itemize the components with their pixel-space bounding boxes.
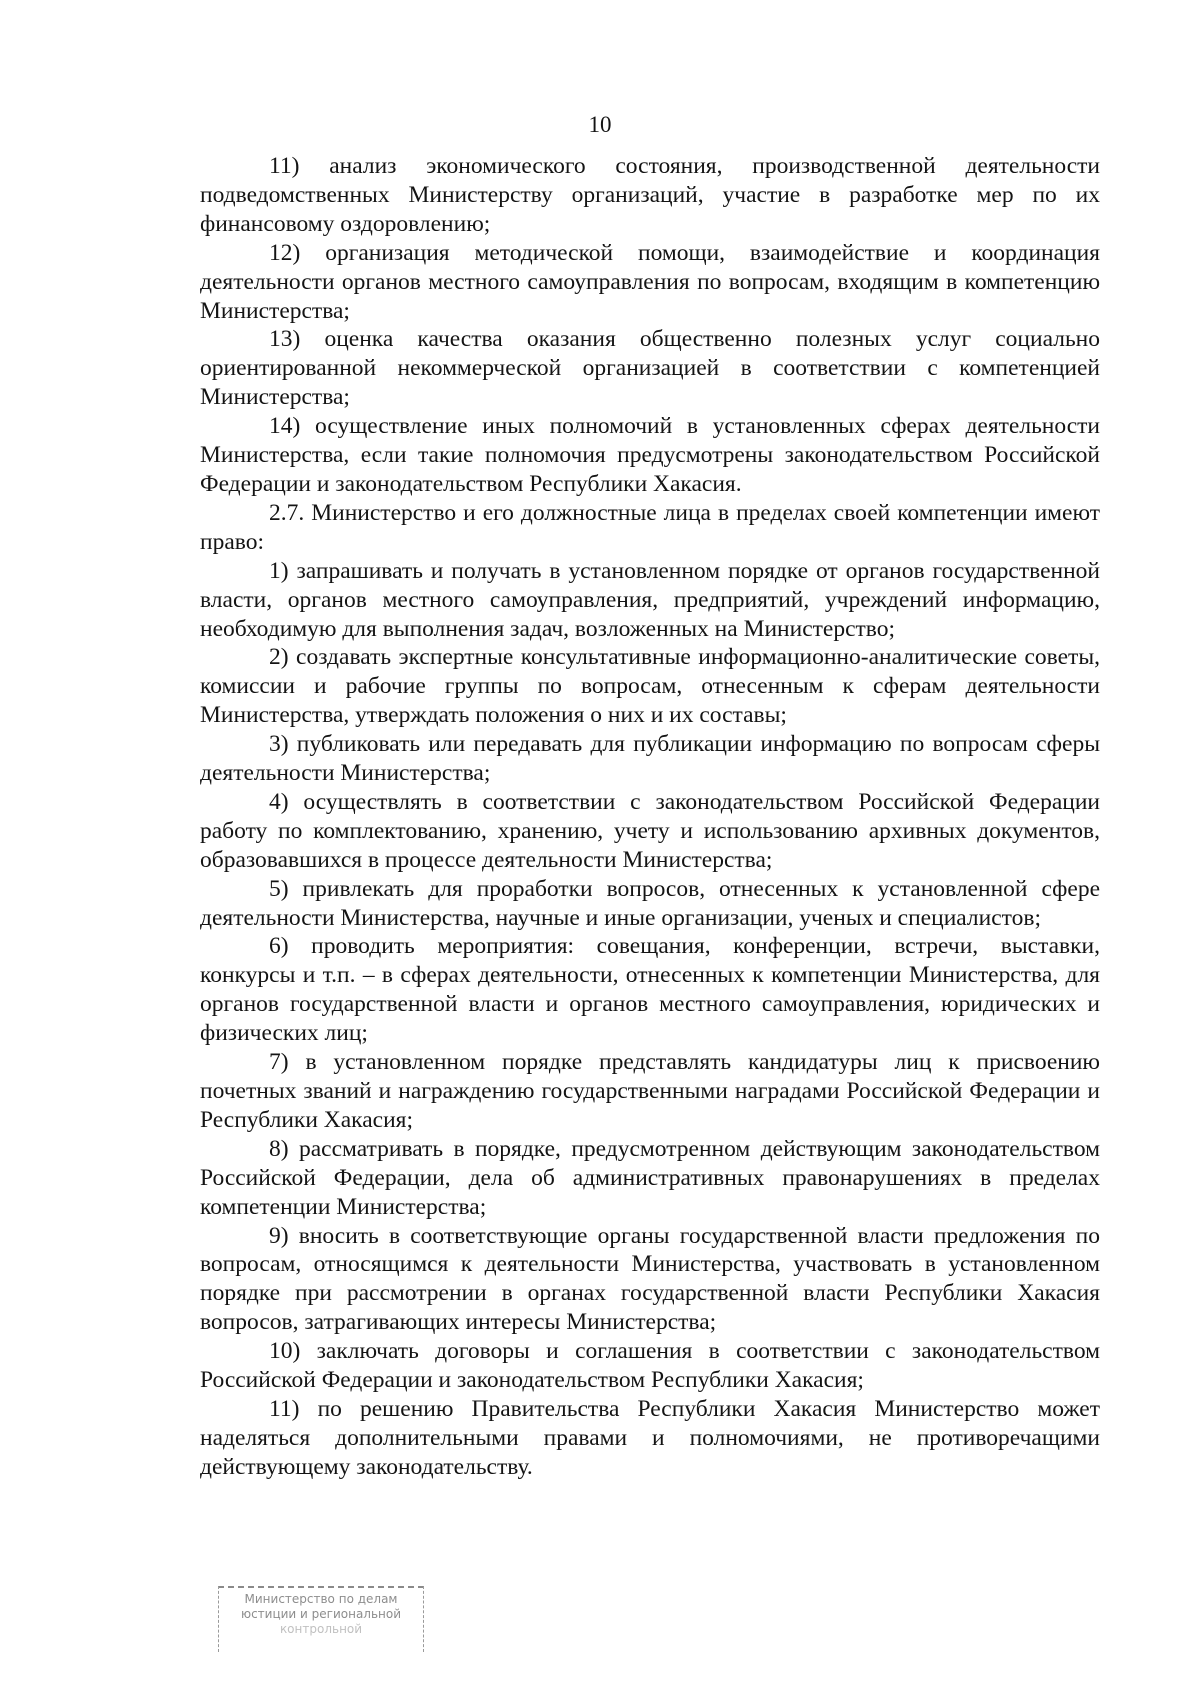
paragraph: 9) вносить в соответствующие органы государственной власти предложения по вопросам, относящимся к деятельности Министерства, участвовать в установленном порядке при рассмотрении в органах государственной власти Республики Хакасия вопросов, затрагивающих интересы Министерства; xyxy=(200,1222,1100,1336)
paragraph: 3) публиковать или передавать для публикации информацию по вопросам сферы деятельности Министерства; xyxy=(200,731,1100,787)
section-heading-paragraph: 2.7. Министерство и его должностные лица в пределах своей компетенции имеют право: xyxy=(200,499,1100,555)
paragraph: 12) организация методической помощи, взаимодействие и координация деятельности органов местного самоуправления по вопросам, входящим в компетенцию Министерства; xyxy=(200,239,1100,324)
paragraph: 13) оценка качества оказания общественно полезных услуг социально ориентированной некоммерческой организацией в соответствии с компетенцией Министерства; xyxy=(200,326,1100,411)
paragraph: 6) проводить мероприятия: совещания, конференции, встречи, выставки, конкурсы и т.п. – в сферах деятельности, отнесенных к компетенции Министерства, для органов государственной власти и органов местного самоуправления, юридических и физических лиц; xyxy=(200,933,1100,1047)
paragraph: 1) запрашивать и получать в установленном порядке от органов государственной власти, органов местного самоуправления, предприятий, учреждений информацию, необходимую для выполнения задач, возложенных на Министерство; xyxy=(200,557,1100,642)
paragraph: 2) создавать экспертные консультативные информационно-аналитические советы, комиссии и рабочие группы по вопросам, отнесенным к сферам деятельности Министерства, утверждать положения о них и их составы; xyxy=(200,644,1100,729)
stamp-line: юстиции и региональной xyxy=(240,1607,402,1621)
document-body xyxy=(200,152,1100,1482)
stamp-line: контрольной xyxy=(279,1622,363,1636)
paragraph: 11) по решению Правительства Республики Хакасия Министерство может наделяться дополнительными правами и полномочиями, не противоречащими действующему законодательству. xyxy=(200,1395,1100,1480)
paragraph: 5) привлекать для проработки вопросов, отнесенных к установленной сфере деятельности Министерства, научные и иные организации, ученых и специалистов; xyxy=(200,875,1100,931)
paragraph: 8) рассматривать в порядке, предусмотренном действующим законодательством Российской Федерации, дела об административных правонарушениях в пределах компетенции Министерства; xyxy=(200,1135,1100,1220)
paragraph: 14) осуществление иных полномочий в установленных сферах деятельности Министерства, если такие полномочия предусмотрены законодательством Российской Федерации и законодательством Республики Хакасия. xyxy=(200,413,1100,497)
page-number: 10 xyxy=(588,112,612,137)
registration-stamp xyxy=(218,1586,424,1652)
paragraph: 11) анализ экономического состояния, производственной деятельности подведомственных Министерству организаций, участие в разработке мер по их финансовому оздоровлению; xyxy=(200,153,1100,237)
paragraph: 4) осуществлять в соответствии с законодательством Российской Федерации работу по комплектованию, хранению, учету и использованию архивных документов, образовавшихся в процессе деятельности Министерства; xyxy=(200,788,1100,873)
stamp-line: Министерство по делам xyxy=(244,1592,398,1606)
paragraph: 7) в установленном порядке представлять кандидатуры лиц к присвоению почетных званий и награждению государственными наградами Российской Федерации и Республики Хакасия; xyxy=(200,1049,1100,1133)
paragraph: 10) заключать договоры и соглашения в соответствии с законодательством Российской Федерации и законодательством Республики Хакасия; xyxy=(200,1338,1100,1394)
